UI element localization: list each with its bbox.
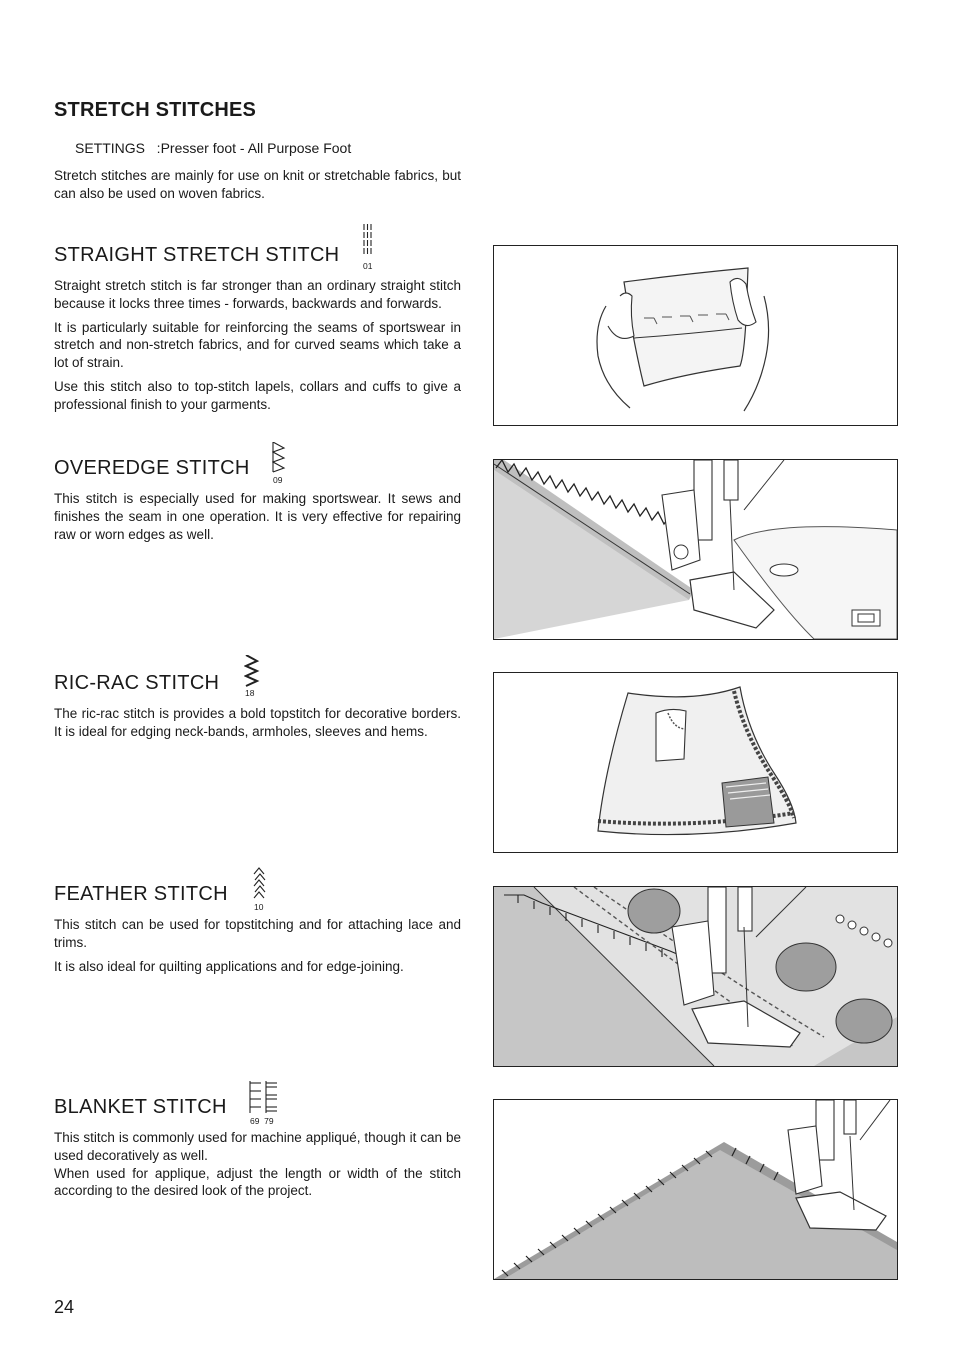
section-title-overedge: OVEREDGE STITCH <box>54 457 250 479</box>
stitch-code-18: 18 <box>245 688 255 698</box>
paragraph: The ric-rac stitch is provides a bold topstitch for decorative borders. It is ideal for edging neck-bands, armholes, sleeves and hems. <box>54 706 461 739</box>
paragraph: This stitch can be used for topstitching and for attaching lace and trims. <box>54 917 461 950</box>
stitch-code-09: 09 <box>273 475 283 485</box>
ric-rac-stitch-icon <box>244 655 260 687</box>
section-body-feather <box>54 916 461 981</box>
stitch-code-01: 01 <box>363 261 373 271</box>
section-title-feather: FEATHER STITCH <box>54 883 228 905</box>
overedge-presser-foot-illustration <box>493 459 898 640</box>
blanket-stitch-icon <box>248 1081 280 1115</box>
section-body-straight-stretch <box>54 277 461 420</box>
feather-stitch-icon <box>252 867 268 901</box>
paragraph: It is particularly suitable for reinforcing the seams of sportswear in stretch and non-stretch fabrics, and for curved seams which take a lot of strain. <box>54 319 461 371</box>
page-number: 24 <box>54 1297 75 1317</box>
ric-rac-garment-illustration <box>493 672 898 853</box>
paragraph: It is also ideal for quilting applications and for edge-joining. <box>54 958 404 974</box>
overedge-stitch-icon <box>272 442 286 474</box>
blanket-stitch-applique-illustration <box>493 1099 898 1280</box>
paragraph: This stitch is especially used for making sportswear. It sews and finishes the seam in one operation. It is very effective for repairing raw or worn edges as well. <box>54 491 461 542</box>
section-title-straight-stretch: STRAIGHT STRETCH STITCH <box>54 244 340 266</box>
stitch-code-69-79: 69 79 <box>250 1116 274 1126</box>
section-title-ric-rac: RIC-RAC STITCH <box>54 672 220 694</box>
hands-stretching-fabric-illustration <box>493 245 898 426</box>
section-body-blanket <box>54 1129 461 1206</box>
paragraph: Straight stretch stitch is far stronger than an ordinary straight stitch because it locks three times - forwards, backwards and forwards. <box>54 278 461 311</box>
intro-text: Stretch stitches are mainly for use on knit or stretchable fabrics, but can also be used on woven fabrics. <box>54 168 461 201</box>
feather-stitch-presser-foot-illustration <box>493 886 898 1067</box>
stitch-code-10: 10 <box>254 902 264 912</box>
paragraph: Use this stitch also to top-stitch lapels, collars and cuffs to give a professional finish to your garments. <box>54 378 461 412</box>
section-body-ric-rac <box>54 705 461 747</box>
section-body-overedge <box>54 490 461 549</box>
paragraph: This stitch is commonly used for machine appliqué, though it can be used decoratively as well. <box>54 1130 461 1163</box>
section-title-blanket: BLANKET STITCH <box>54 1096 227 1118</box>
paragraph: When used for applique, adjust the length or width of the stitch according to the desired look of the project. <box>54 1165 461 1199</box>
settings-line: SETTINGS :Presser foot - All Purpose Foot <box>75 140 352 156</box>
straight-stretch-stitch-icon <box>362 224 374 256</box>
page-title: STRETCH STITCHES <box>54 99 257 121</box>
